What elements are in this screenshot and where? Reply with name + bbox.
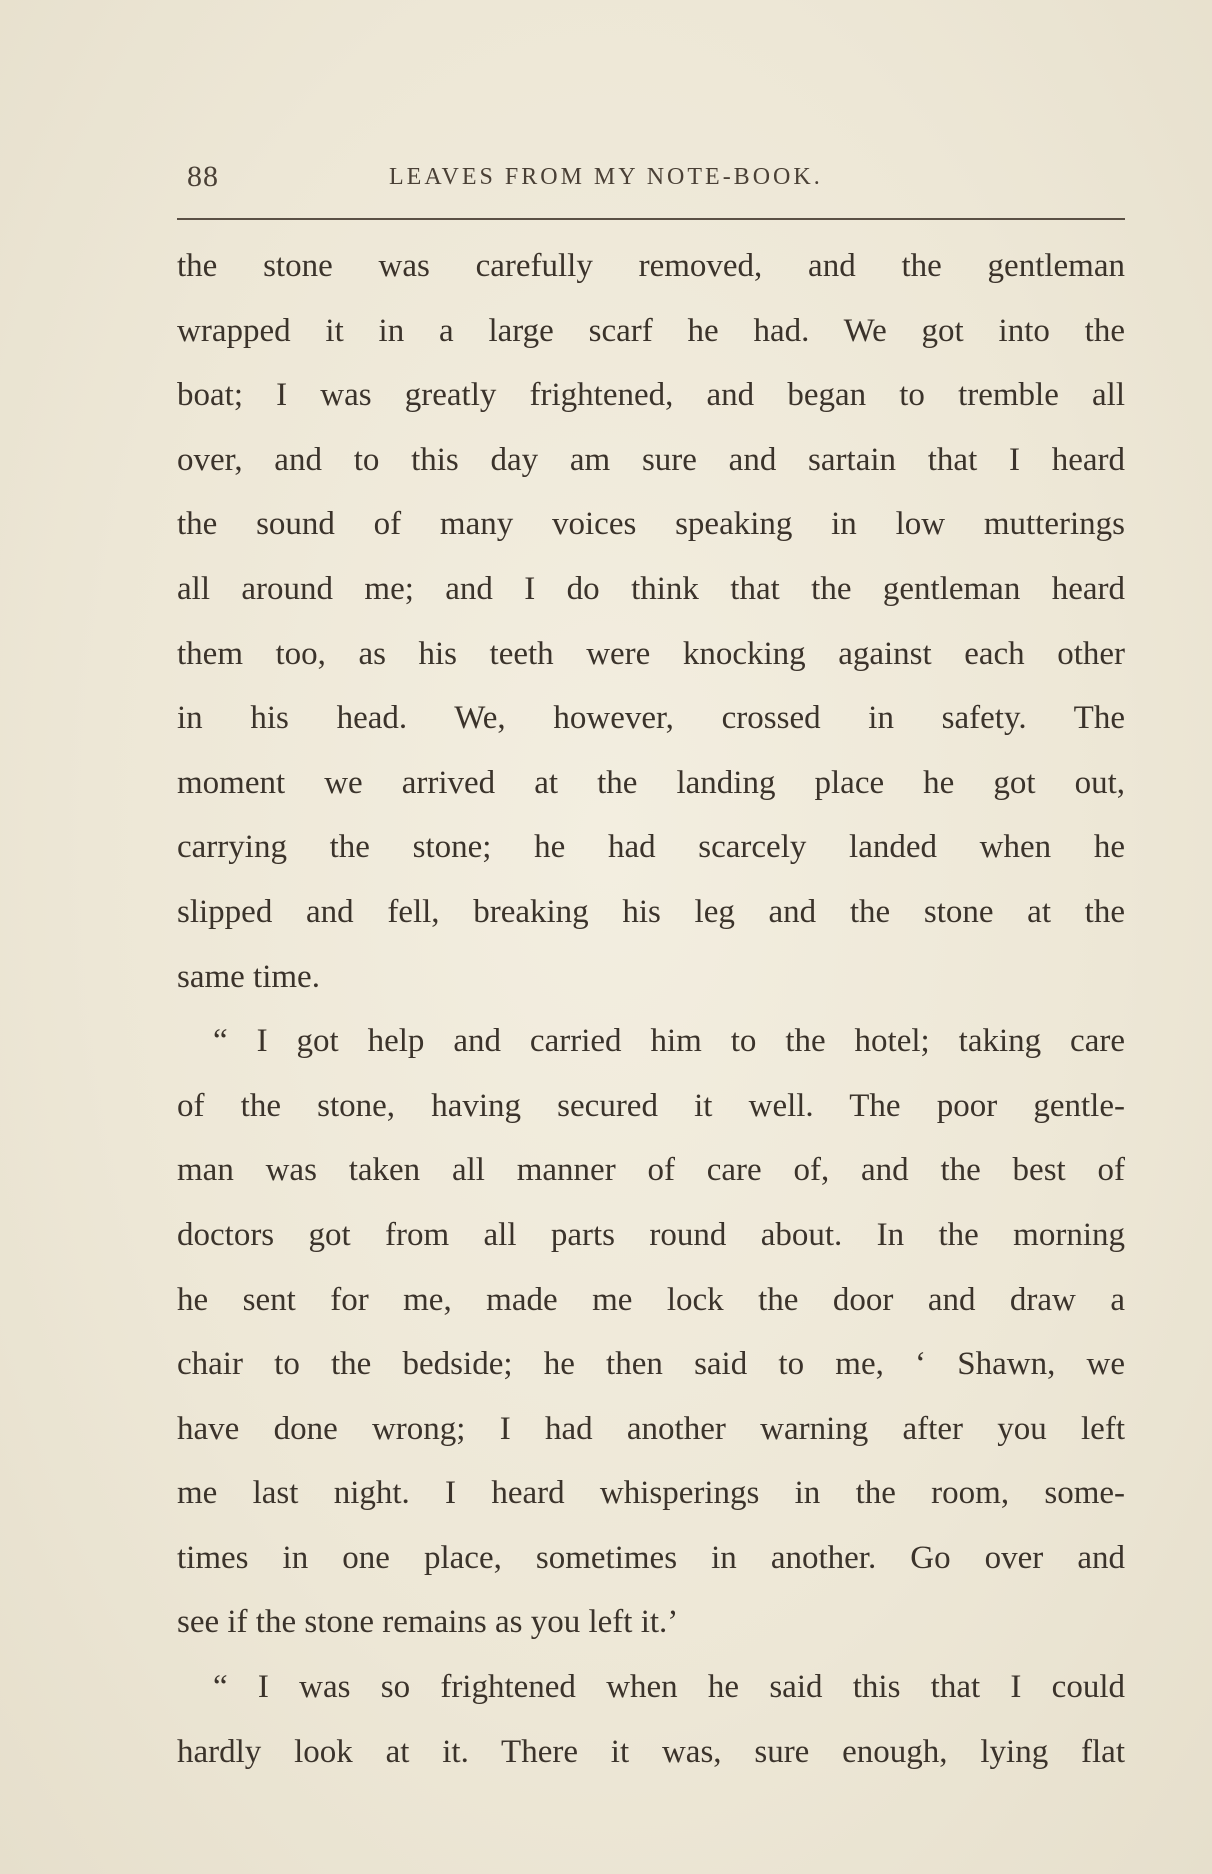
page-number: 88 bbox=[187, 160, 219, 193]
text-line: hardly look at it. There it was, sure enough, lying flat bbox=[177, 1733, 1125, 1770]
text-line: over, and to this day am sure and sartain that I heard bbox=[177, 441, 1125, 478]
text-line: all around me; and I do think that the gentleman heard bbox=[177, 570, 1125, 607]
text-line: he sent for me, made me lock the door and draw a bbox=[177, 1281, 1125, 1318]
running-head: LEAVES FROM MY NOTE-BOOK. bbox=[389, 164, 823, 190]
text-line: in his head. We, however, crossed in safety. The bbox=[177, 700, 1125, 737]
page-header bbox=[177, 160, 1125, 200]
text-line: “ I got help and carried him to the hotel; taking care bbox=[213, 1023, 1125, 1060]
text-line: me last night. I heard whisperings in the room, some- bbox=[177, 1475, 1125, 1512]
text-line: wrapped it in a large scarf he had. We got into the bbox=[177, 312, 1125, 349]
text-line: the stone was carefully removed, and the gentleman bbox=[177, 248, 1125, 284]
text-line: have done wrong; I had another warning after you left bbox=[177, 1410, 1125, 1447]
text-line: doctors got from all parts round about. In the morning bbox=[177, 1216, 1125, 1253]
text-line: man was taken all manner of care of, and the best of bbox=[177, 1152, 1125, 1189]
text-line: chair to the bedside; he then said to me, ‘ Shawn, we bbox=[177, 1346, 1125, 1383]
text-line: carrying the stone; he had scarcely landed when he bbox=[177, 829, 1125, 866]
text-line: see if the stone remains as you left it.’ bbox=[177, 1604, 679, 1641]
text-line: same time. bbox=[177, 958, 320, 995]
text-line: boat; I was greatly frightened, and began to tremble all bbox=[177, 377, 1125, 414]
text-line: of the stone, having secured it well. The poor gentle- bbox=[177, 1087, 1125, 1124]
text-line: moment we arrived at the landing place he got out, bbox=[177, 764, 1125, 801]
body-text bbox=[177, 234, 1125, 1784]
header-rule bbox=[177, 218, 1125, 220]
text-line: times in one place, sometimes in another. Go over and bbox=[177, 1539, 1125, 1576]
text-line: them too, as his teeth were knocking against each other bbox=[177, 635, 1125, 672]
text-line: the sound of many voices speaking in low mutterings bbox=[177, 506, 1125, 543]
text-line: slipped and fell, breaking his leg and the stone at the bbox=[177, 893, 1125, 930]
text-line: “ I was so frightened when he said this that I could bbox=[213, 1669, 1125, 1706]
